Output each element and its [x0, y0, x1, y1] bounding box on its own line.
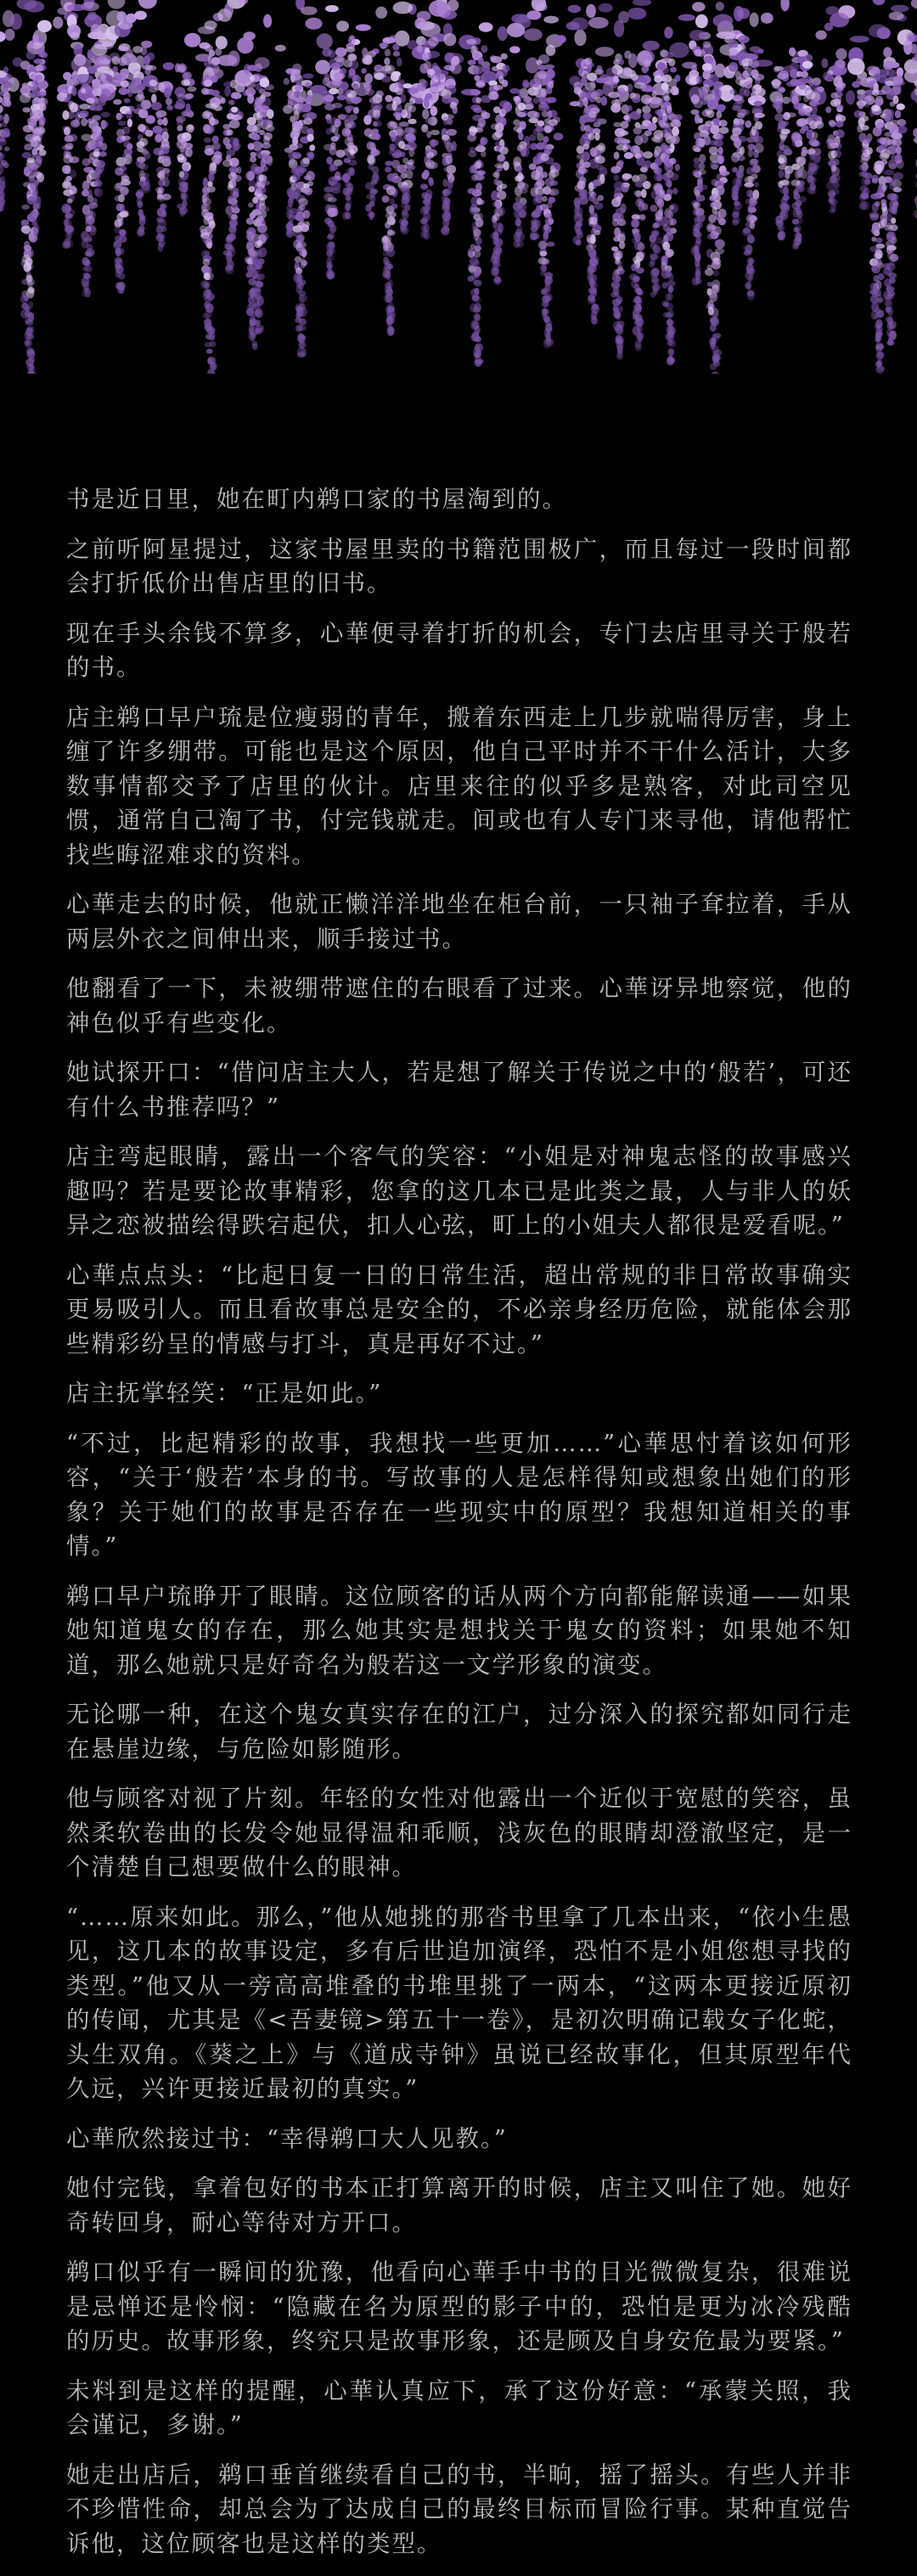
story-paragraph: “……原来如此。那么，”他从她挑的那沓书里拿了几本出来，“依小生愚见，这几本的故事设定，多有后世追加演绎，恐怕不是小姐您想寻找的类型。”他又从一旁高高堆叠的书堆里挑了一两本，“这两本更接近原初的传闻，尤其是《<吾妻镜>第五十一卷》，是初次明确记载女子化蛇，头生双角。《葵之上》与《道成寺钟》虽说已经故事化，但其原型年代久远，兴许更接近最初的真实。”: [66, 1900, 852, 2106]
story-text: [66, 482, 852, 2576]
story-paragraph: 现在手头余钱不算多，心華便寻着打折的机会，专门去店里寻关于般若的书。: [66, 616, 852, 685]
wisteria-banner: [0, 0, 917, 374]
story-paragraph: 鹈口早户琉睁开了眼睛。这位顾客的话从两个方向都能解读通——如果她知道鬼女的存在，那么她其实是想找关于鬼女的资料；如果她不知道，那么她就只是好奇名为般若这一文学形象的演变。: [66, 1579, 852, 1683]
story-paragraph: 她付完钱，拿着包好的书本正打算离开的时候，店主又叫住了她。她好奇转回身，耐心等待对方开口。: [66, 2171, 852, 2240]
story-paragraph: 心華点点头：“比起日复一日的日常生活，超出常规的非日常故事确实更易吸引人。而且看故事总是安全的，不必亲身经历危险，就能体会那些精彩纷呈的情感与打斗，真是再好不过。”: [66, 1258, 852, 1362]
story-paragraph: 店主抚掌轻笑：“正是如此。”: [66, 1376, 852, 1411]
story-paragraph: 无论哪一种，在这个鬼女真实存在的江户，过分深入的探究都如同行走在悬崖边缘，与危险如影随形。: [66, 1697, 852, 1766]
story-paragraph: 之前听阿星提过，这家书屋里卖的书籍范围极广，而且每过一段时间都会打折低价出售店里的旧书。: [66, 532, 852, 601]
story-paragraph: 书是近日里，她在町内鹈口家的书屋淘到的。: [66, 482, 852, 517]
story-paragraph: 未料到是这样的提醒，心華认真应下，承了这份好意：“承蒙关照，我会谨记，多谢。”: [66, 2374, 852, 2443]
story-paragraph: “不过，比起精彩的故事，我想找一些更加……”心華思忖着该如何形容，“关于‘般若’本身的书。写故事的人是怎样得知或想象出她们的形象？关于她们的故事是否存在一些现实中的原型？我想知道相关的事情。”: [66, 1426, 852, 1564]
story-paragraph: 心華欣然接过书：“幸得鹈口大人见教。”: [66, 2122, 852, 2157]
story-paragraph: 她走出店后，鹈口垂首继续看自己的书，半晌，摇了摇头。有些人并非不珍惜性命，却总会为了达成自己的最终目标而冒险行事。某种直觉告诉他，这位顾客也是这样的类型。: [66, 2458, 852, 2562]
story-paragraph: 他翻看了一下，未被绷带遮住的右眼看了过来。心華讶异地察觉，他的神色似乎有些变化。: [66, 971, 852, 1040]
story-paragraph: 她试探开口：“借问店主大人，若是想了解关于传说之中的‘般若’，可还有什么书推荐吗？”: [66, 1055, 852, 1124]
story-paragraph: 店主弯起眼睛，露出一个客气的笑容：“小姐是对神鬼志怪的故事感兴趣吗？若是要论故事精彩，您拿的这几本已是此类之最，人与非人的妖异之恋被描绘得跌宕起伏，扣人心弦，町上的小姐夫人都很是爱看呢。”: [66, 1139, 852, 1243]
story-paragraph: 鹈口似乎有一瞬间的犹豫，他看向心華手中书的目光微微复杂，很难说是忌惮还是怜悯：“隐藏在名为原型的影子中的，恐怕是更为冰冷残酷的历史。故事形象，终究只是故事形象，还是顾及自身安危最为要紧。”: [66, 2255, 852, 2359]
story-paragraph: 他与顾客对视了片刻。年轻的女性对他露出一个近似于宽慰的笑容，虽然柔软卷曲的长发令她显得温和乖顺，浅灰色的眼睛却澄澈坚定，是一个清楚自己想要做什么的眼神。: [66, 1781, 852, 1885]
story-paragraph: 店主鹈口早户琉是位瘦弱的青年，搬着东西走上几步就喘得厉害，身上缠了许多绷带。可能也是这个原因，他自己平时并不干什么活计，大多数事情都交予了店里的伙计。店里来往的似乎多是熟客，对此司空见惯，通常自己淘了书，付完钱就走。间或也有人专门来寻他，请他帮忙找些晦涩难求的资料。: [66, 700, 852, 873]
story-paragraph: 心華走去的时候，他就正懒洋洋地坐在柜台前，一只袖子耷拉着，手从两层外衣之间伸出来，顺手接过书。: [66, 887, 852, 956]
